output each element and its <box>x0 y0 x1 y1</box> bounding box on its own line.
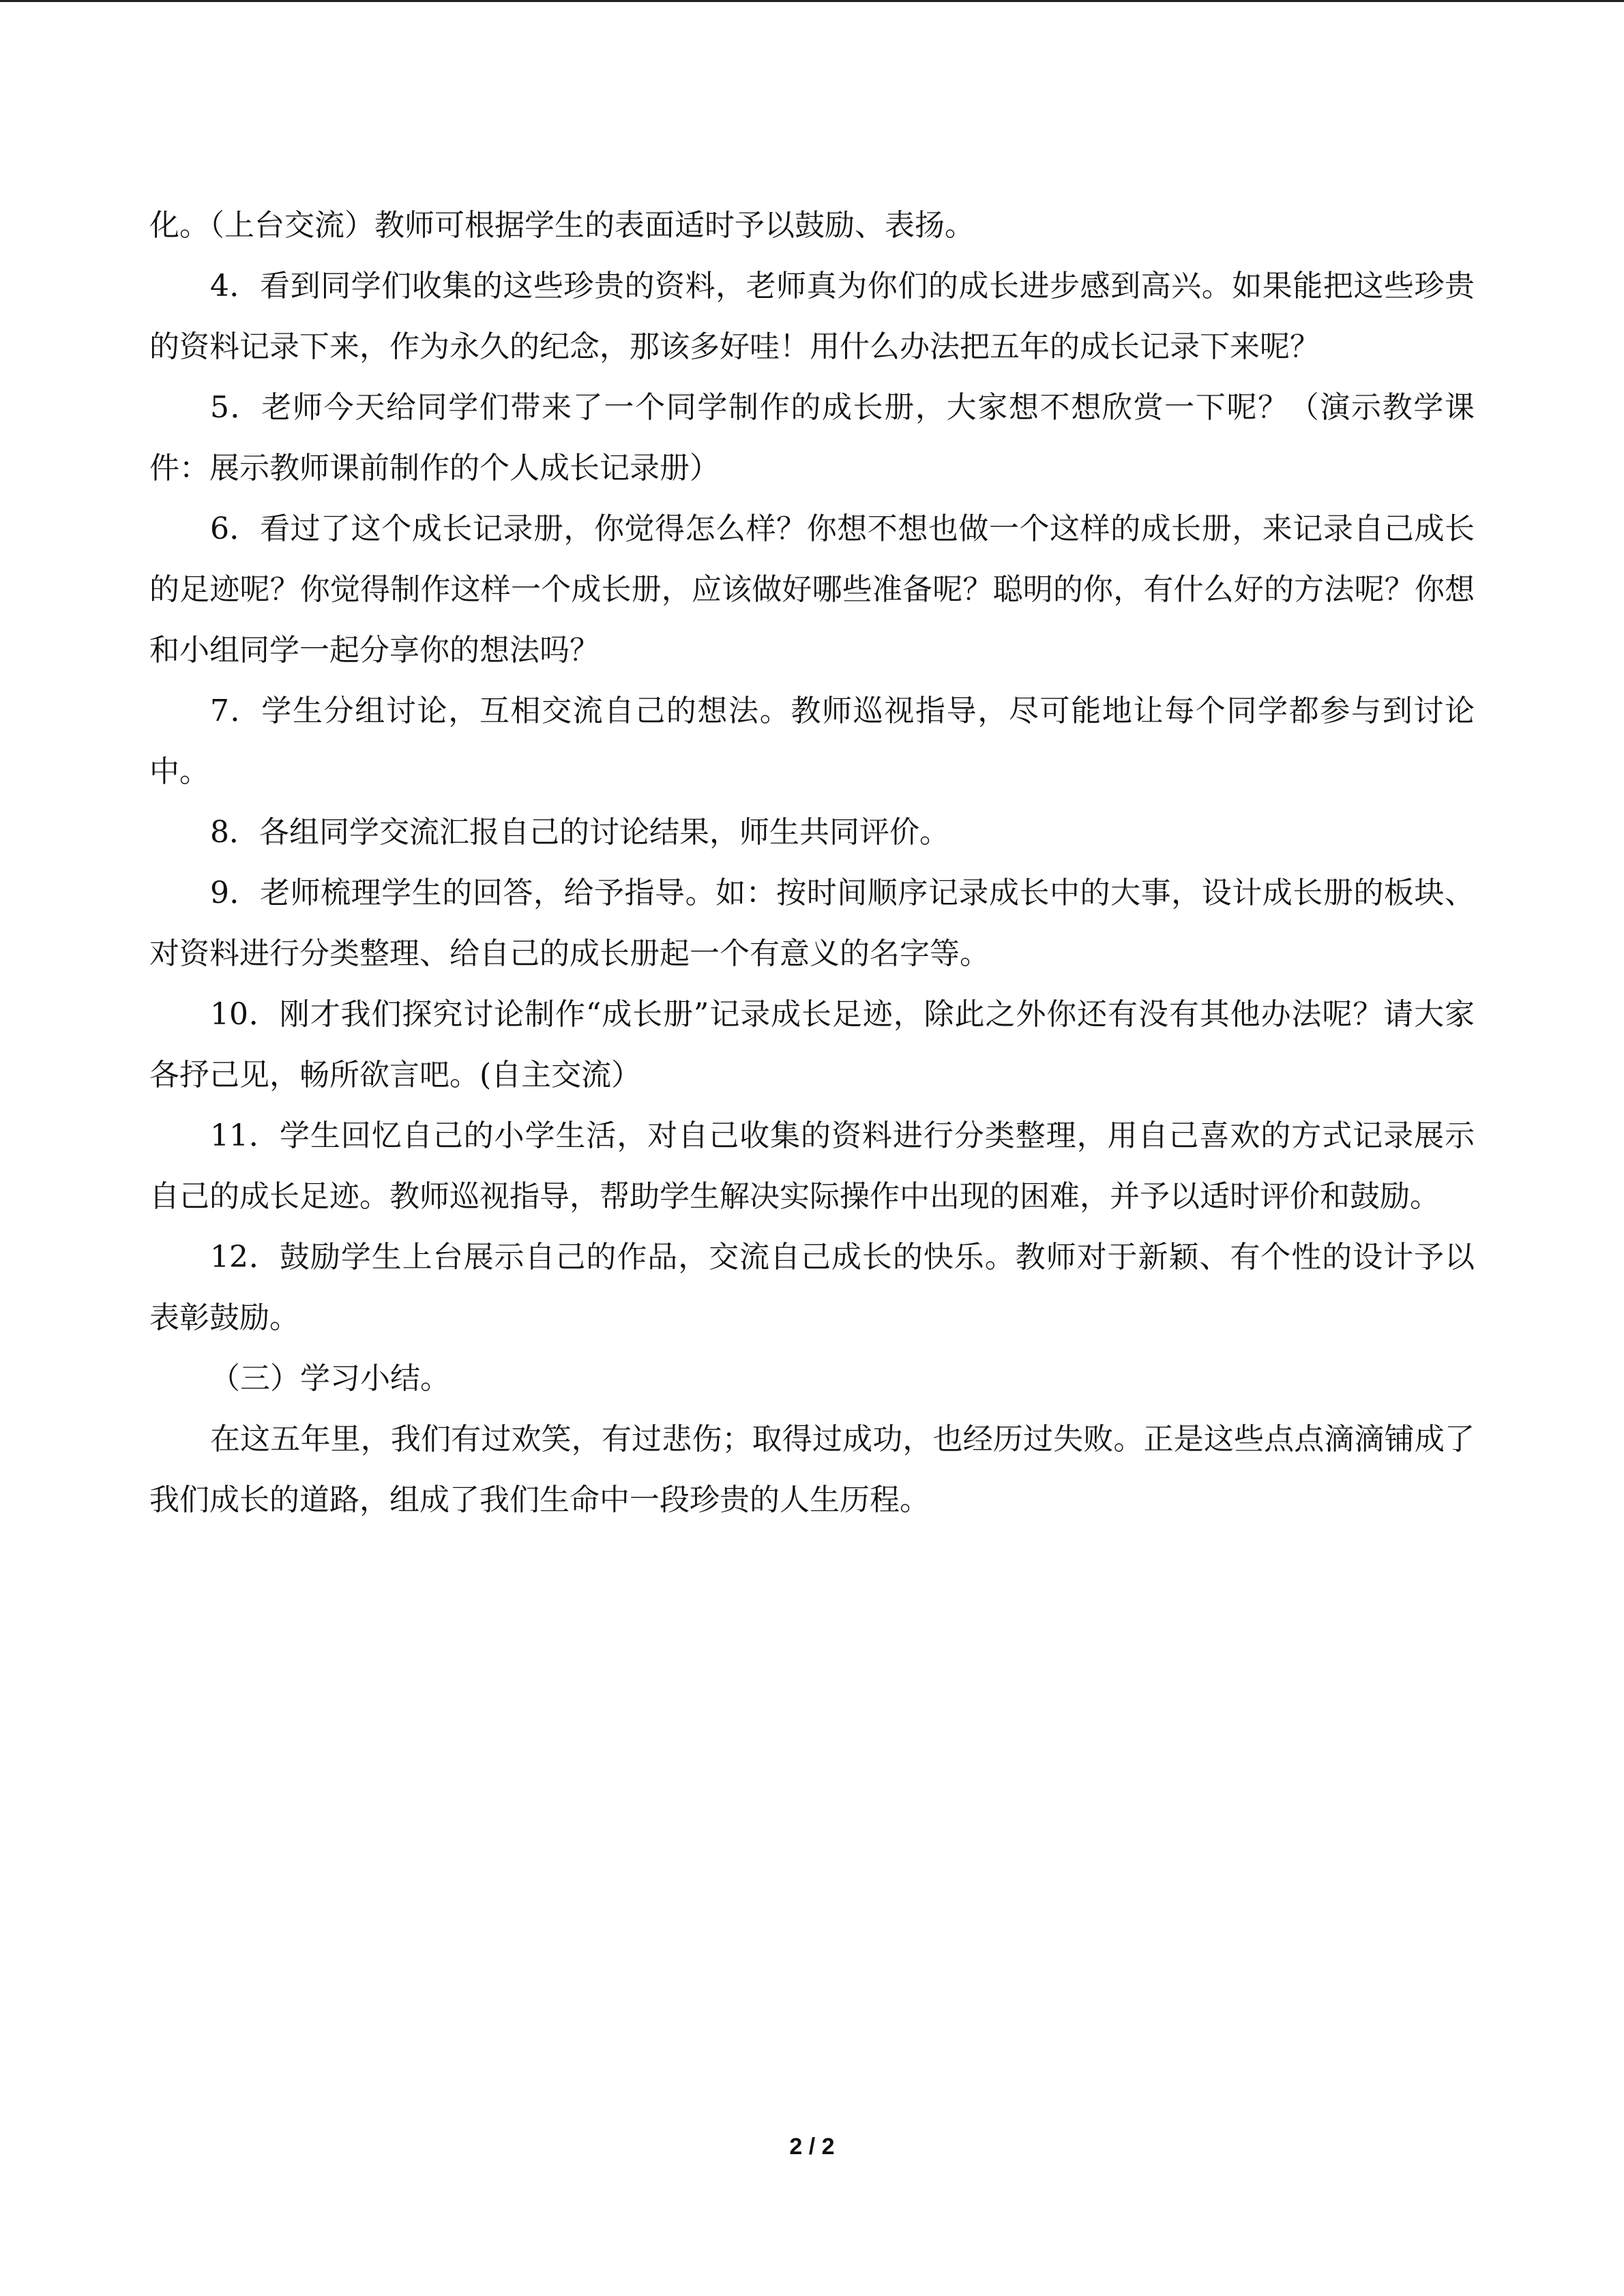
paragraph-item-10: 10．刚才我们探究讨论制作“成长册”记录成长足迹，除此之外你还有没有其他办法呢？请大家各抒己见，畅所欲言吧。(自主交流） <box>149 997 1475 1092</box>
paragraph-item-8: 8．各组同学交流汇报自己的讨论结果，师生共同评价。 <box>210 815 949 850</box>
section-heading-summary: （三）学习小结。 <box>210 1361 450 1396</box>
page-number: 2 / 2 <box>789 2134 835 2160</box>
paragraph-continuation: 化。（上台交流）教师可根据学生的表面适时予以鼓励、表扬。 <box>149 208 975 243</box>
paragraph-summary: 在这五年里，我们有过欢笑，有过悲伤；取得过成功，也经历过失败。正是这些点点滴滴铺成了我们成长的道路，组成了我们生命中一段珍贵的人生历程。 <box>149 1422 1475 1517</box>
paragraph-item-12: 12．鼓励学生上台展示自己的作品，交流自己成长的快乐。教师对于新颖、有个性的设计予以表彰鼓励。 <box>149 1240 1475 1335</box>
paragraph-item-9: 9．老师梳理学生的回答，给予指导。如：按时间顺序记录成长中的大事，设计成长册的板块、对资料进行分类整理、给自己的成长册起一个有意义的名字等。 <box>149 876 1475 971</box>
paragraph-item-5: 5．老师今天给同学们带来了一个同学制作的成长册，大家想不想欣赏一下呢？（演示教学课件：展示教师课前制作的个人成长记录册） <box>149 390 1475 486</box>
paragraph-item-11: 11．学生回忆自己的小学生活，对自己收集的资料进行分类整理，用自己喜欢的方式记录展示自己的成长足迹。教师巡视指导，帮助学生解决实际操作中出现的困难，并予以适时评价和鼓励。 <box>149 1118 1475 1214</box>
paragraph-item-6: 6．看过了这个成长记录册，你觉得怎么样？你想不想也做一个这样的成长册，来记录自己成长的足迹呢？你觉得制作这样一个成长册，应该做好哪些准备呢？聪明的你，有什么好的方法呢？你想和小组同学一起分享你的想法吗？ <box>149 511 1475 668</box>
paragraph-item-7: 7．学生分组讨论，互相交流自己的想法。教师巡视指导，尽可能地让每个同学都参与到讨论中。 <box>149 694 1475 789</box>
top-border-line <box>0 0 1624 2</box>
document-body <box>149 195 1475 1530</box>
paragraph-item-4: 4．看到同学们收集的这些珍贵的资料，老师真为你们的成长进步感到高兴。如果能把这些珍贵的资料记录下来，作为永久的纪念，那该多好哇！用什么办法把五年的成长记录下来呢？ <box>149 269 1475 364</box>
